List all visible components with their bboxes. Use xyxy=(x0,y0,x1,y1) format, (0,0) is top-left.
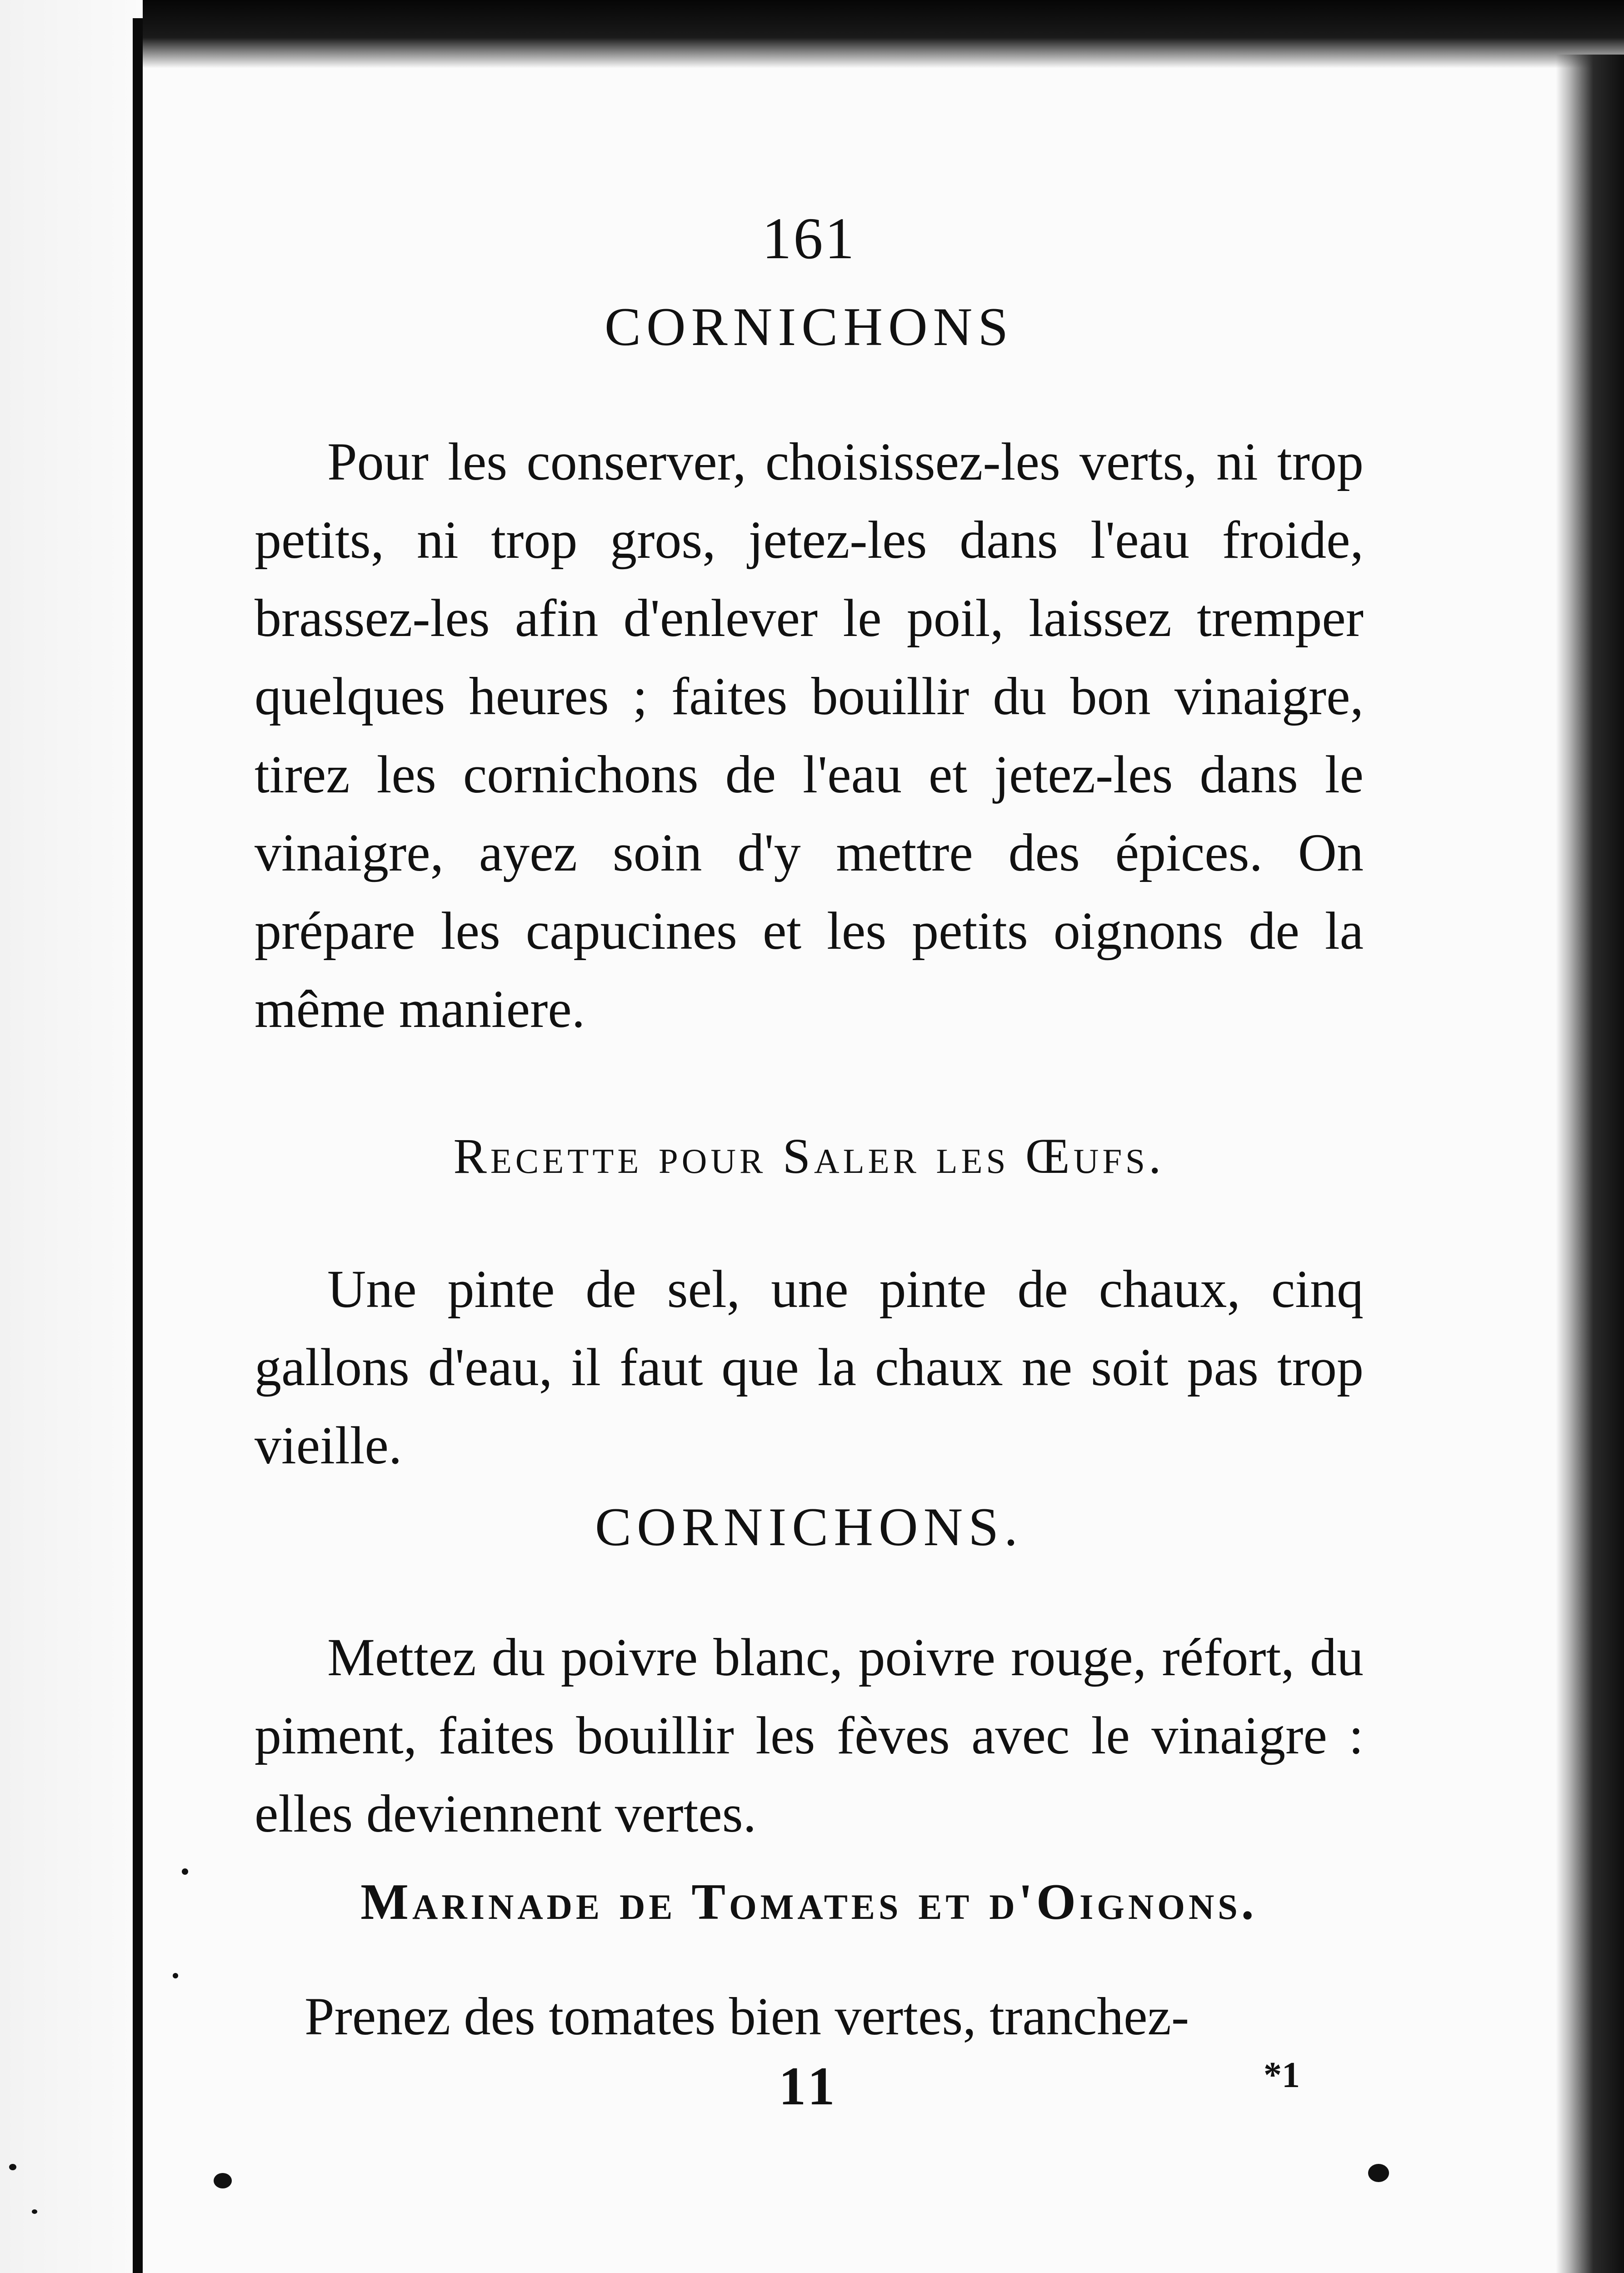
section-heading: Recette pour Saler les Œufs. xyxy=(453,1128,1165,1184)
binding-edge xyxy=(133,18,143,2273)
ink-speck xyxy=(214,2173,232,2188)
ink-speck xyxy=(173,1973,178,1978)
ink-speck xyxy=(32,2209,37,2214)
scan-margin-left xyxy=(0,0,136,2273)
section-heading: CORNICHONS xyxy=(604,296,1014,357)
section-paragraph: Pour les conserver, choisissez-les verts, ni trop petits, ni trop gros, jetez-les dans l'eau froide, brassez-les afin d'enlever le poil, laissez tremper quelques heures ; faites bouillir du bon vinaigre, tirez les cornichons de l'eau et jetez-les dans le vinaigre, ayez soin d'y mettre des épices. On prépare les capucines et les petits oignons de la même maniere. xyxy=(255,432,1364,1039)
ink-speck xyxy=(182,1868,188,1875)
scan-shadow-top xyxy=(143,0,1624,68)
catchword: *1 xyxy=(1264,2055,1300,2095)
scan-shadow-right xyxy=(1556,55,1624,2273)
section-paragraph: Mettez du poivre blanc, poivre rouge, réfort, du piment, faites bouillir les fèves avec le vinaigre : elles deviennent vertes. xyxy=(255,1627,1364,1843)
section-heading: CORNICHONS. xyxy=(595,1497,1024,1557)
ink-speck xyxy=(1368,2164,1389,2182)
section-paragraph: Une pinte de sel, une pinte de chaux, cinq gallons d'eau, il faut que la chaux ne soit pas trop vieille. xyxy=(255,1259,1364,1475)
section-heading: Marinade de Tomates et d'Oignons. xyxy=(360,1874,1258,1930)
section-paragraph: Prenez des tomates bien vertes, tranchez- xyxy=(305,1987,1189,2046)
ink-speck xyxy=(9,2164,16,2170)
page-number: 161 xyxy=(762,206,856,271)
signature-mark: 11 xyxy=(779,2056,839,2116)
